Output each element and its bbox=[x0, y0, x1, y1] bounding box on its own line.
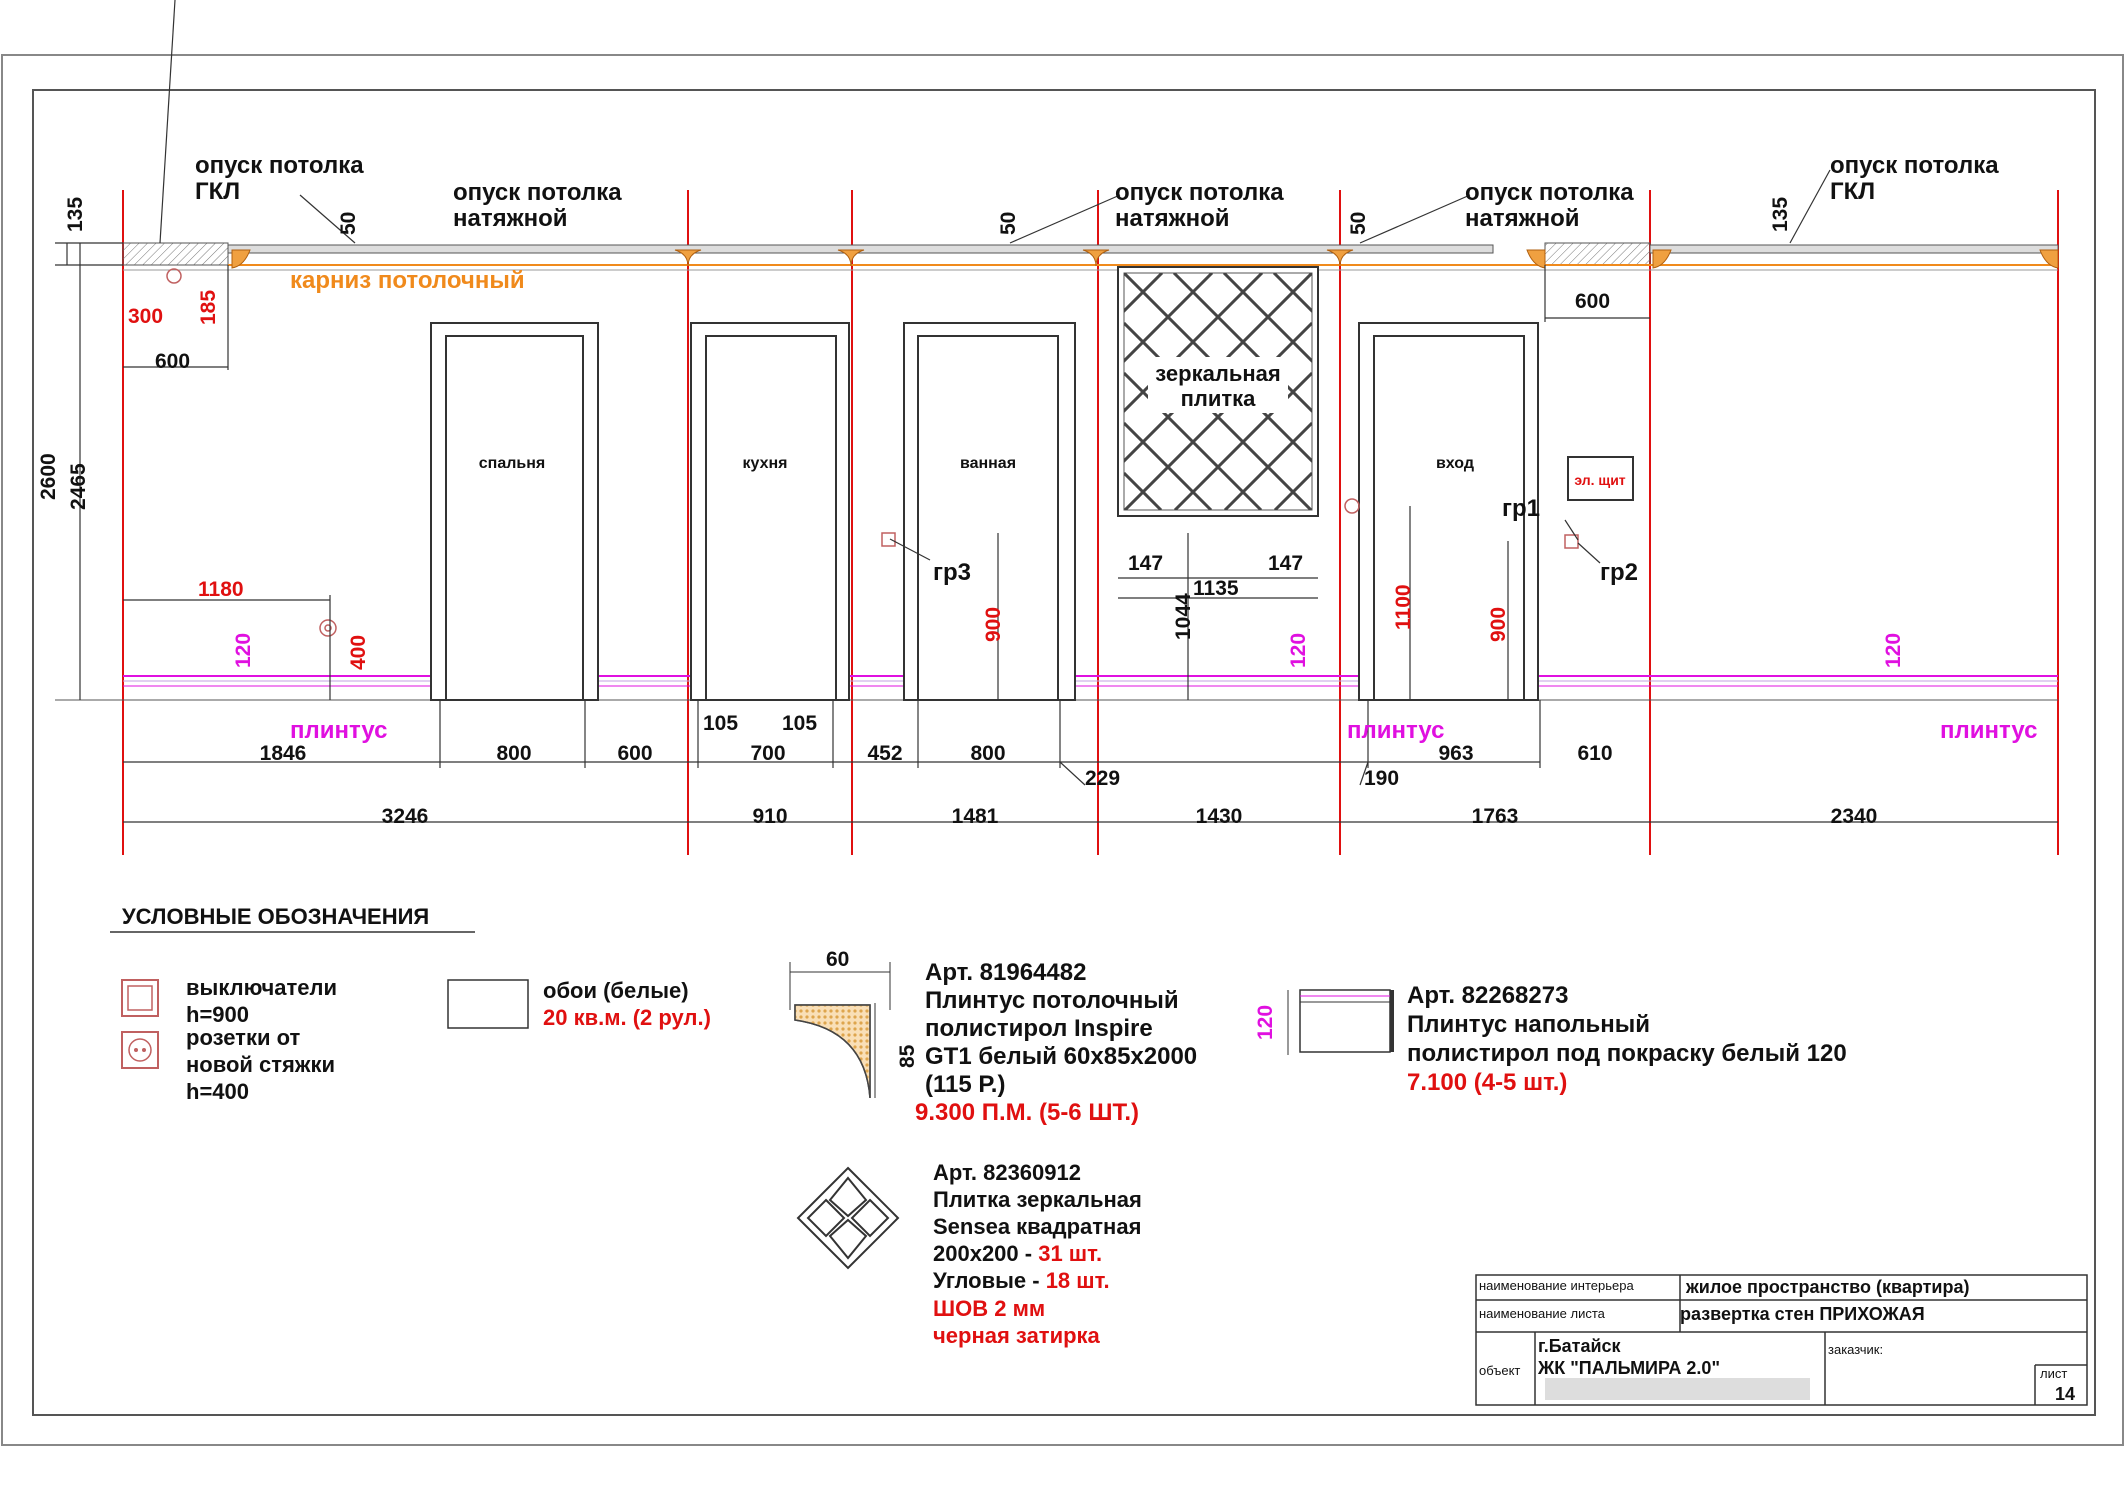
tile-desc-1: Плитка зеркальная bbox=[933, 1187, 1142, 1212]
dim-row1-3: 700 bbox=[750, 742, 786, 765]
dim-190: 190 bbox=[1364, 767, 1400, 790]
dim-row2-1: 910 bbox=[752, 805, 788, 828]
stretch-label-2a: опуск потолка bbox=[1115, 179, 1284, 206]
dim-900-entry: 900 bbox=[1487, 606, 1510, 642]
dim-row1-2: 600 bbox=[617, 742, 653, 765]
plinth-desc-1: Плинтус напольный bbox=[1407, 1011, 1651, 1038]
stretch-label-3a: опуск потолка bbox=[1465, 179, 1634, 206]
dim-120-b: 120 bbox=[1287, 632, 1310, 668]
gkl-right-label-2: ГКЛ bbox=[1830, 178, 1876, 205]
tile-grout: черная затирка bbox=[933, 1323, 1100, 1348]
gkl-right-label-1: опуск потолка bbox=[1830, 152, 1999, 179]
tile-seam: ШОВ 2 мм bbox=[933, 1296, 1046, 1321]
dim-105-a: 105 bbox=[703, 712, 739, 735]
dim-row1-1: 800 bbox=[496, 742, 532, 765]
dim-105-b: 105 bbox=[782, 712, 818, 735]
tile-art: Арт. 82360912 bbox=[933, 1160, 1081, 1185]
dim-row2-2: 1481 bbox=[951, 805, 999, 828]
gkl-left-label-1: опуск потолка bbox=[195, 152, 364, 179]
dim-900-bath: 900 bbox=[982, 606, 1005, 642]
plinth-label-2: плинтус bbox=[1347, 717, 1445, 744]
cornice-desc-4: (115 Р.) bbox=[925, 1071, 1006, 1098]
tb-sheet-value: развертка стен ПРИХОЖАЯ bbox=[1680, 1304, 1925, 1324]
plinth-art: Арт. 82268273 bbox=[1407, 982, 1569, 1009]
dim-600-right: 600 bbox=[1575, 290, 1611, 313]
dim-50-a: 50 bbox=[337, 211, 360, 235]
tile-size-line: 200х200 - 31 шт. bbox=[933, 1241, 1103, 1266]
dim-185: 185 bbox=[197, 289, 220, 325]
tb-sheet-num: 14 bbox=[2055, 1384, 2076, 1404]
cornice-label: карниз потолочный bbox=[290, 267, 525, 294]
stretch-label-3b: натяжной bbox=[1465, 205, 1580, 232]
dim-2600: 2600 bbox=[37, 453, 60, 500]
socket-icon bbox=[122, 1032, 158, 1068]
cornice-width: 60 bbox=[826, 948, 850, 971]
dim-400: 400 bbox=[347, 634, 370, 670]
stretch-label-1b: натяжной bbox=[453, 205, 568, 232]
tb-city: г.Батайск bbox=[1538, 1336, 1621, 1356]
dim-2465: 2465 bbox=[67, 463, 90, 510]
cornice-height: 85 bbox=[896, 1044, 919, 1068]
dim-50-b: 50 bbox=[997, 211, 1020, 235]
mirror-tile-icon bbox=[798, 1168, 898, 1268]
gr3-label: гр3 bbox=[933, 559, 972, 586]
plinth-qty: 7.100 (4-5 шт.) bbox=[1407, 1069, 1568, 1096]
cornice-desc-3: GT1 белый 60х85х2000 bbox=[925, 1043, 1198, 1070]
tile-desc-2: Sensea квадратная bbox=[933, 1214, 1142, 1239]
room-bedroom: спальня bbox=[478, 455, 546, 472]
dim-row2-3: 1430 bbox=[1195, 805, 1243, 828]
plinth-label-1: плинтус bbox=[290, 717, 388, 744]
gkl-left-label-2: ГКЛ bbox=[195, 178, 241, 205]
dim-row1-7: 610 bbox=[1577, 742, 1613, 765]
dim-row1-5: 800 bbox=[970, 742, 1006, 765]
wallpaper-swatch bbox=[448, 980, 528, 1028]
plinth-profile-icon bbox=[1288, 990, 1394, 1055]
cornice-desc-2: полистирол Inspire bbox=[925, 1015, 1153, 1042]
redacted-name bbox=[1545, 1378, 1810, 1400]
plinth-height: 120 bbox=[1254, 1004, 1277, 1040]
tb-interior-value: жилое пространство (квартира) bbox=[1686, 1277, 1970, 1297]
plinth-label-3: плинтус bbox=[1940, 717, 2038, 744]
dim-row1-0: 1846 bbox=[259, 742, 307, 765]
dim-120-a: 120 bbox=[232, 632, 255, 668]
room-kitchen: кухня bbox=[742, 455, 788, 472]
room-bathroom: ванная bbox=[959, 455, 1017, 472]
dim-147-a: 147 bbox=[1128, 552, 1164, 575]
cornice-desc-1: Плинтус потолочный bbox=[925, 987, 1179, 1014]
stretch-label-2b: натяжной bbox=[1115, 205, 1230, 232]
electrical-panel-label: эл. щит bbox=[1574, 472, 1626, 488]
tb-object-label: объект bbox=[1479, 1363, 1521, 1378]
dim-135-right: 135 bbox=[1769, 196, 1792, 232]
legend-wallpaper: обои (белые) bbox=[543, 978, 689, 1003]
tb-interior-label: наименование интерьера bbox=[1479, 1278, 1634, 1293]
plinth-desc-2: полистирол под покраску белый 120 bbox=[1407, 1040, 1847, 1067]
dim-120-c: 120 bbox=[1882, 632, 1905, 668]
dim-row2-5: 2340 bbox=[1830, 805, 1878, 828]
ceiling bbox=[123, 243, 2058, 270]
dim-1135: 1135 bbox=[1193, 577, 1239, 600]
stretch-ceiling-right bbox=[1650, 245, 2058, 253]
mirror-label-2: плитка bbox=[1180, 386, 1256, 411]
dim-600-left: 600 bbox=[155, 350, 191, 373]
legend-socket-2: новой стяжки bbox=[186, 1052, 336, 1077]
dim-300: 300 bbox=[128, 305, 164, 328]
tb-sheet-label: наименование листа bbox=[1479, 1306, 1605, 1321]
dim-row1-6: 963 bbox=[1438, 742, 1474, 765]
legend-switch-2: h=900 bbox=[186, 1002, 249, 1027]
dim-50-c: 50 bbox=[1347, 211, 1370, 235]
cornice-profile-icon bbox=[790, 962, 890, 1098]
tb-complex: ЖК "ПАЛЬМИРА 2.0" bbox=[1538, 1358, 1720, 1378]
doors bbox=[431, 323, 1541, 700]
gr1-label: гр1 bbox=[1502, 495, 1541, 522]
gkl-left bbox=[123, 243, 228, 265]
tb-sheet-num-label: лист bbox=[2040, 1366, 2068, 1381]
gr2-label: гр2 bbox=[1600, 559, 1639, 586]
gkl-right bbox=[1545, 243, 1650, 265]
dim-row2-4: 1763 bbox=[1471, 805, 1519, 828]
dim-229: 229 bbox=[1085, 767, 1121, 790]
dim-row1-4: 452 bbox=[867, 742, 903, 765]
legend-switch-1: выключатели bbox=[186, 975, 338, 1000]
dim-135-left: 135 bbox=[64, 196, 87, 232]
room-entrance: вход bbox=[1435, 455, 1475, 472]
tile-corner-line: Угловые - 18 шт. bbox=[933, 1268, 1110, 1293]
legend-title: УСЛОВНЫЕ ОБОЗНАЧЕНИЯ bbox=[122, 904, 430, 929]
tb-customer-label: заказчик: bbox=[1828, 1342, 1884, 1357]
legend-socket-3: h=400 bbox=[186, 1079, 249, 1104]
mirror-label-1: зеркальная bbox=[1155, 361, 1281, 386]
legend-wallpaper-qty: 20 кв.м. (2 рул.) bbox=[543, 1005, 711, 1030]
stretch-label-1a: опуск потолка bbox=[453, 179, 622, 206]
cornice-qty: 9.300 П.М. (5-6 ШТ.) bbox=[915, 1099, 1140, 1126]
dim-1044: 1044 bbox=[1172, 593, 1195, 640]
dim-147-b: 147 bbox=[1268, 552, 1304, 575]
dim-row2-0: 3246 bbox=[381, 805, 429, 828]
dim-1180: 1180 bbox=[198, 578, 244, 601]
legend-socket-1: розетки от bbox=[186, 1025, 301, 1050]
cornice-art: Арт. 81964482 bbox=[925, 959, 1087, 986]
dim-1100: 1100 bbox=[1392, 584, 1415, 630]
